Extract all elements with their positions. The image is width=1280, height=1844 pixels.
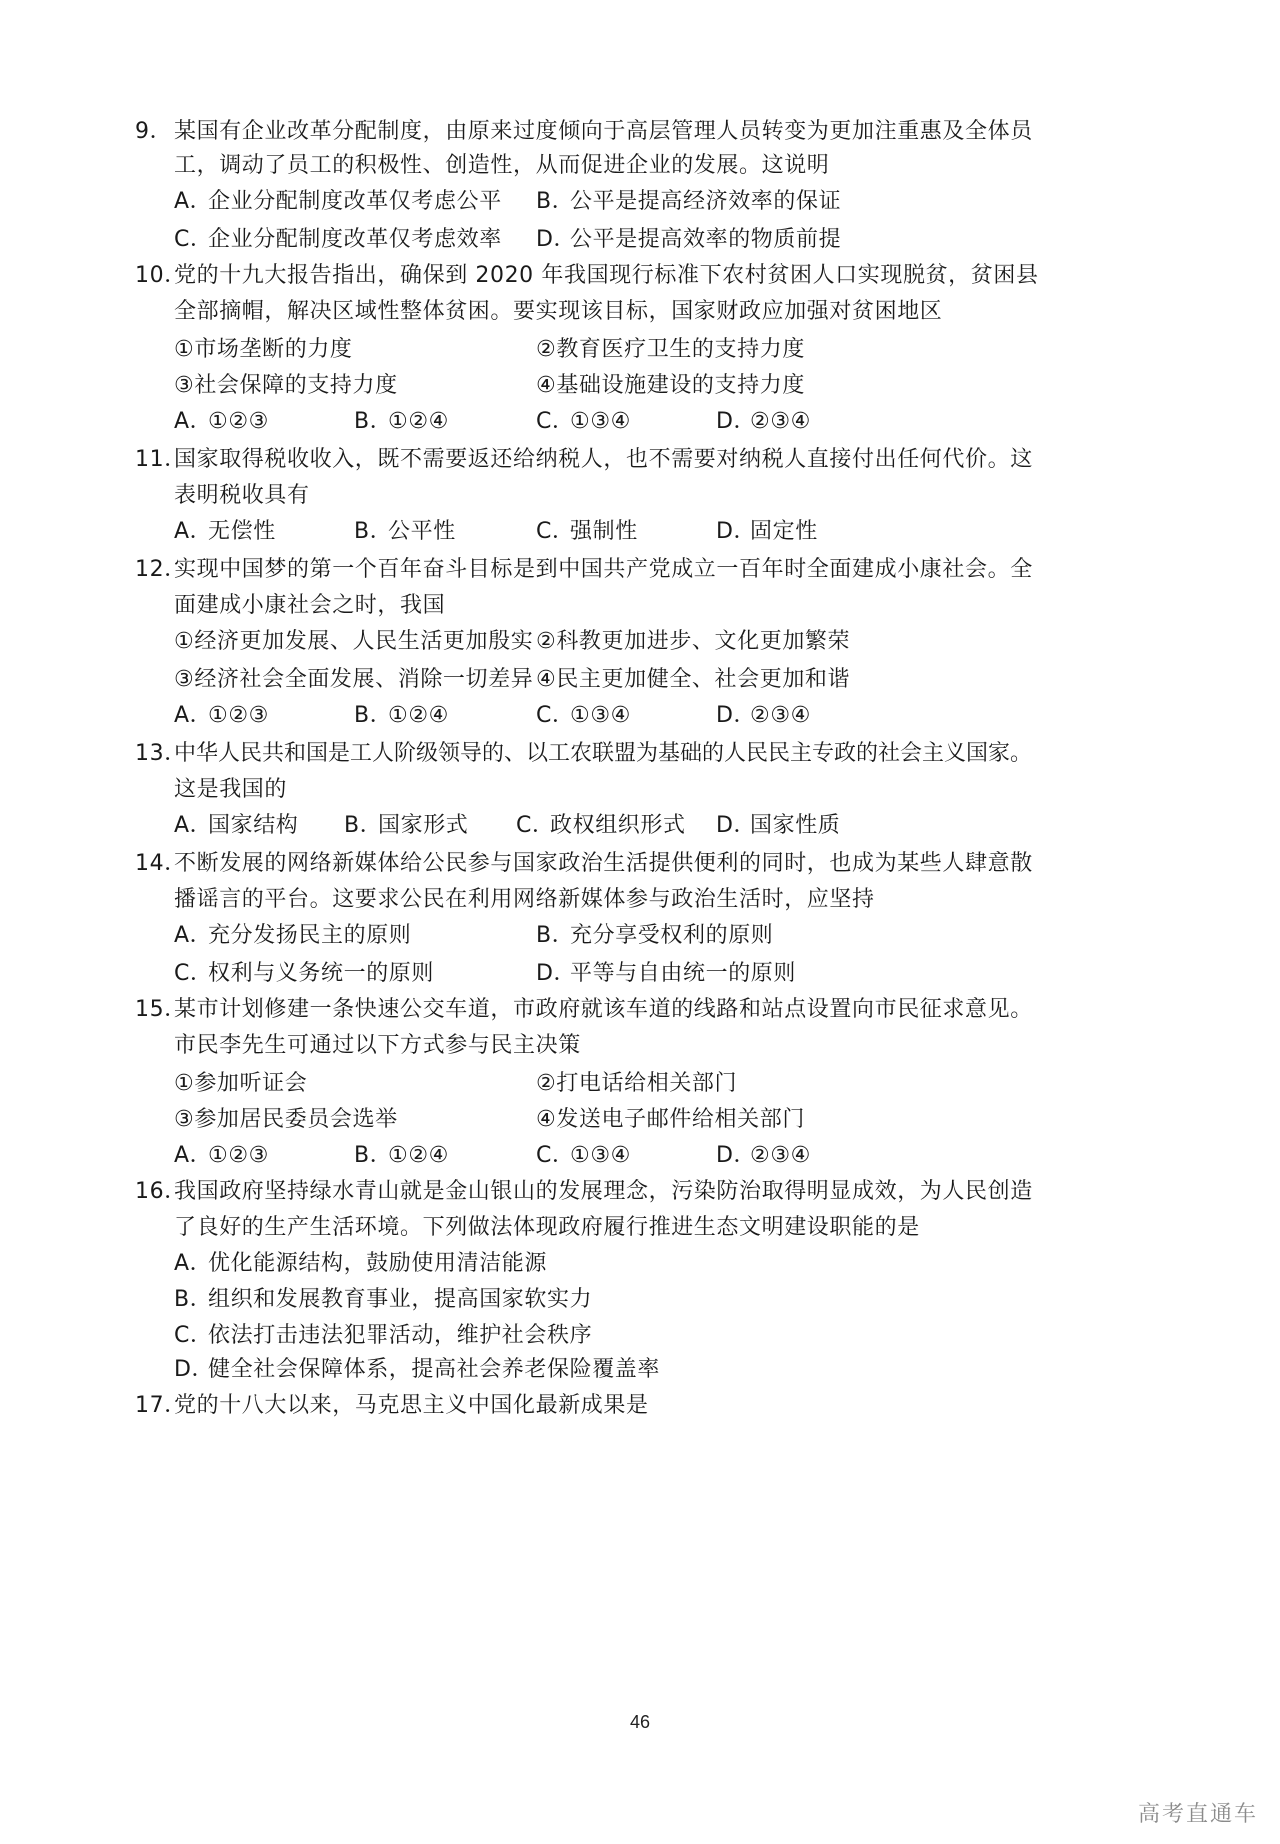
option-b — [354, 516, 456, 548]
option-letter: B． — [354, 703, 393, 728]
option-b — [354, 700, 449, 732]
statement-item: ①市场垄断的力度 — [174, 337, 353, 362]
option-a — [174, 186, 502, 218]
option-text: ①②④ — [388, 1143, 449, 1168]
statement-item: ③社会保障的支持力度 — [174, 373, 398, 398]
option-letter: D． — [174, 1357, 215, 1382]
option-text: ②③④ — [750, 1143, 811, 1168]
option-b — [344, 810, 468, 842]
option-letter: C． — [516, 813, 555, 838]
option-a — [174, 516, 276, 548]
option-letter: C． — [536, 409, 575, 434]
question-stem-line: 播谣言的平台。这要求公民在利用网络新媒体参与政治生活时，应坚持 — [174, 887, 875, 912]
option-text: ①②④ — [388, 409, 449, 434]
option-text: ①②③ — [208, 703, 269, 728]
question-stem-line: 面建成小康社会之时，我国 — [174, 593, 446, 618]
option-text: 组织和发展教育事业，提高国家软实力 — [208, 1287, 593, 1312]
option-c — [536, 406, 631, 438]
option-b — [354, 406, 449, 438]
option-text: 政权组织形式 — [550, 813, 686, 838]
option-text: 公平性 — [388, 519, 456, 544]
question-stem-line: 不断发展的网络新媒体给公民参与国家政治生活提供便利的同时，也成为某些人肆意散 — [174, 851, 1033, 876]
statement-item: ①经济更加发展、人民生活更加殷实 — [174, 629, 534, 654]
option-letter: D． — [716, 519, 757, 544]
option-d — [174, 1354, 660, 1386]
option-d — [716, 700, 811, 732]
option-text: 权利与义务统一的原则 — [208, 961, 435, 986]
statement-item: ③参加居民委员会选举 — [174, 1107, 398, 1132]
option-text: 公平是提高效率的物质前提 — [570, 227, 842, 252]
statement-item: ①参加听证会 — [174, 1071, 308, 1096]
question-number: 10． — [135, 263, 187, 288]
question-number: 17． — [135, 1393, 187, 1418]
question-stem-line: 市民李先生可通过以下方式参与民主决策 — [174, 1033, 581, 1058]
option-text: ①③④ — [570, 1143, 631, 1168]
option-d — [716, 810, 840, 842]
option-text: 强制性 — [570, 519, 638, 544]
question-stem-line: 工，调动了员工的积极性、创造性，从而促进企业的发展。这说明 — [174, 153, 830, 178]
option-a — [174, 700, 269, 732]
question-stem-line: 我国政府坚持绿水青山就是金山银山的发展理念，污染防治取得明显成效，为人民创造 — [174, 1179, 1033, 1204]
question-number: 9． — [135, 119, 173, 144]
option-b — [536, 920, 773, 952]
option-letter: B． — [344, 813, 383, 838]
option-text: 企业分配制度改革仅考虑效率 — [208, 227, 502, 252]
option-text: 充分发扬民主的原则 — [208, 923, 412, 948]
option-b — [174, 1284, 592, 1316]
option-text: 固定性 — [750, 519, 818, 544]
option-c — [174, 1320, 592, 1352]
option-c — [174, 958, 434, 990]
option-a — [174, 1140, 269, 1172]
option-letter: C． — [174, 1323, 213, 1348]
statement-item: ③经济社会全面发展、消除一切差异 — [174, 667, 534, 692]
question-number: 16． — [135, 1179, 187, 1204]
page-number: 46 — [629, 1712, 651, 1732]
option-text: ①②③ — [208, 409, 269, 434]
question-stem-line: 了良好的生产生活环境。下列做法体现政府履行推进生态文明建设职能的是 — [174, 1215, 920, 1240]
option-c — [174, 224, 502, 256]
question-number: 14． — [135, 851, 187, 876]
option-c — [536, 516, 638, 548]
option-c — [516, 810, 686, 842]
option-letter: A． — [174, 923, 213, 948]
option-letter: C． — [174, 227, 213, 252]
option-text: ①②④ — [388, 703, 449, 728]
option-d — [716, 516, 818, 548]
option-text: ②③④ — [750, 703, 811, 728]
option-c — [536, 1140, 631, 1172]
question-stem-line: 党的十八大以来，马克思主义中国化最新成果是 — [174, 1393, 649, 1418]
option-b — [536, 186, 841, 218]
option-d — [716, 406, 811, 438]
option-letter: C． — [536, 519, 575, 544]
option-letter: D． — [716, 409, 757, 434]
option-d — [536, 224, 841, 256]
option-text: ①③④ — [570, 409, 631, 434]
option-letter: A． — [174, 703, 213, 728]
option-letter: D． — [716, 1143, 757, 1168]
option-text: 健全社会保障体系，提高社会养老保险覆盖率 — [208, 1357, 661, 1382]
option-d — [716, 1140, 811, 1172]
option-text: 企业分配制度改革仅考虑公平 — [208, 189, 502, 214]
question-stem-line: 某国有企业改革分配制度，由原来过度倾向于高层管理人员转变为更加注重惠及全体员 — [174, 119, 1033, 144]
option-letter: B． — [354, 1143, 393, 1168]
option-text: 公平是提高经济效率的保证 — [570, 189, 842, 214]
option-letter: D． — [716, 813, 757, 838]
option-text: ①③④ — [570, 703, 631, 728]
option-text: 依法打击违法犯罪活动，维护社会秩序 — [208, 1323, 593, 1348]
option-letter: B． — [354, 519, 393, 544]
statement-item: ④发送电子邮件给相关部门 — [536, 1107, 805, 1132]
option-text: 充分享受权利的原则 — [570, 923, 774, 948]
option-letter: B． — [536, 189, 575, 214]
option-letter: A． — [174, 519, 213, 544]
question-number: 11． — [135, 447, 187, 472]
statement-item: ②打电话给相关部门 — [536, 1071, 738, 1096]
option-text: 国家形式 — [378, 813, 469, 838]
option-letter: A． — [174, 1251, 213, 1276]
option-letter: A． — [174, 409, 213, 434]
option-text: 平等与自由统一的原则 — [570, 961, 797, 986]
question-stem-line: 全部摘帽，解决区域性整体贫困。要实现该目标，国家财政应加强对贫困地区 — [174, 299, 943, 324]
option-b — [354, 1140, 449, 1172]
option-letter: D． — [536, 961, 577, 986]
option-text: 国家结构 — [208, 813, 299, 838]
option-a — [174, 1248, 547, 1280]
option-a — [174, 920, 411, 952]
option-text: 国家性质 — [750, 813, 841, 838]
option-letter: A． — [174, 189, 213, 214]
option-letter: B． — [536, 923, 575, 948]
option-c — [536, 700, 631, 732]
statement-item: ④民主更加健全、社会更加和谐 — [536, 667, 851, 692]
option-text: ①②③ — [208, 1143, 269, 1168]
option-a — [174, 810, 298, 842]
option-letter: D． — [716, 703, 757, 728]
option-text: ②③④ — [750, 409, 811, 434]
option-letter: D． — [536, 227, 577, 252]
statement-item: ②教育医疗卫生的支持力度 — [536, 337, 805, 362]
option-letter: A． — [174, 1143, 213, 1168]
question-number: 15． — [135, 997, 187, 1022]
question-stem-line: 某市计划修建一条快速公交车道，市政府就该车道的线路和站点设置向市民征求意见。 — [174, 997, 1033, 1022]
option-a — [174, 406, 269, 438]
question-number: 12． — [135, 557, 187, 582]
question-stem-line: 国家取得税收收入，既不需要返还给纳税人，也不需要对纳税人直接付出任何代价。这 — [174, 447, 1033, 472]
question-stem-line: 这是我国的 — [174, 777, 288, 802]
option-text: 优化能源结构，鼓励使用清洁能源 — [208, 1251, 548, 1276]
option-letter: B． — [354, 409, 393, 434]
question-stem-line: 党的十九大报告指出，确保到 2020 年我国现行标准下农村贫困人口实现脱贫，贫困县 — [174, 263, 1039, 288]
option-letter: B． — [174, 1287, 213, 1312]
option-letter: C． — [174, 961, 213, 986]
question-stem-line: 表明税收具有 — [174, 483, 310, 508]
watermark: 高考直通车 — [1137, 1802, 1258, 1827]
question-number: 13． — [135, 741, 187, 766]
statement-item: ④基础设施建设的支持力度 — [536, 373, 805, 398]
option-d — [536, 958, 796, 990]
option-letter: A． — [174, 813, 213, 838]
question-stem-line: 中华人民共和国是工人阶级领导的、以工农联盟为基础的人民民主专政的社会主义国家。 — [174, 741, 1033, 766]
option-letter: C． — [536, 1143, 575, 1168]
statement-item: ②科教更加进步、文化更加繁荣 — [536, 629, 851, 654]
option-text: 无偿性 — [208, 519, 276, 544]
question-stem-line: 实现中国梦的第一个百年奋斗目标是到中国共产党成立一百年时全面建成小康社会。全 — [174, 557, 1033, 582]
option-letter: C． — [536, 703, 575, 728]
